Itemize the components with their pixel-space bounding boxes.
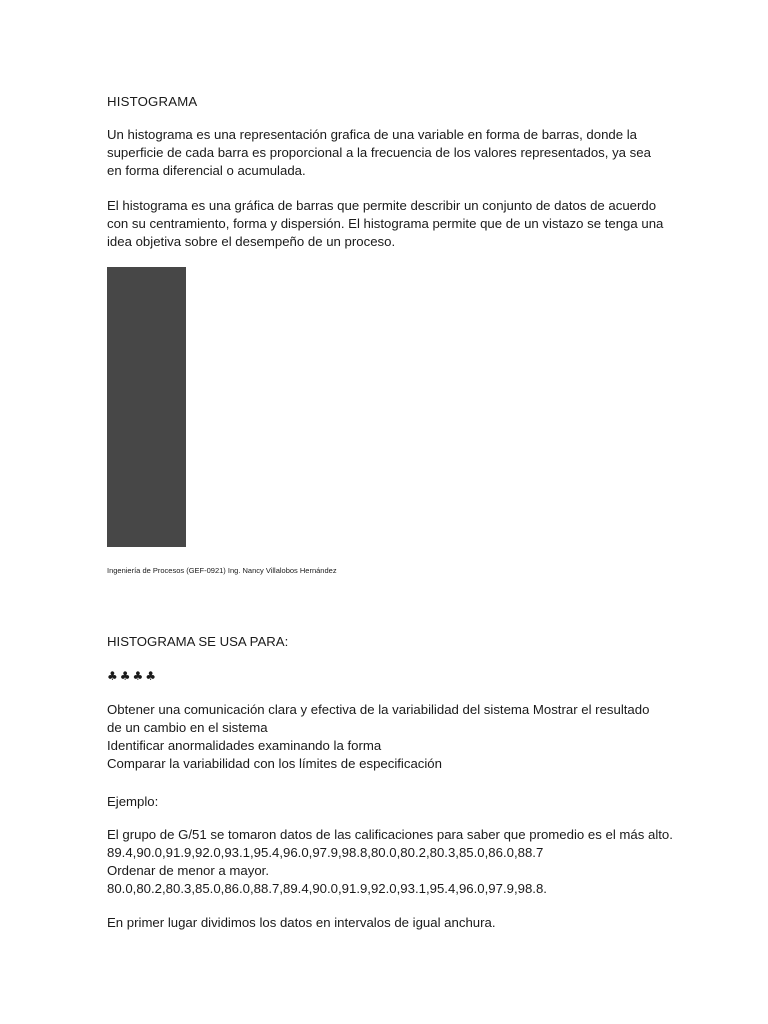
example-content [107,826,673,898]
example-line: Ordenar de menor a mayor. [107,863,269,878]
histogram-image-placeholder [107,267,186,547]
document-title: HISTOGRAMA [107,94,198,109]
example-label: Ejemplo: [107,794,159,809]
uses-item: Identificar anormalidades examinando la forma [107,738,382,753]
example-line: El grupo de G/51 se tomaron datos de las calificaciones para saber que promedio es el más alto. [107,827,673,842]
image-caption: Ingeniería de Procesos (GEF-0921) Ing. Nancy Villalobos Hernández [107,566,337,575]
uses-heading: HISTOGRAMA SE USA PARA: [107,634,289,649]
definition-paragraph: Un histograma es una representación grafica de una variable en forma de barras, donde la superficie de cada barra es proporcional a la frecuencia de los valores representados, ya sea en forma diferencial o acumulada. [107,127,651,178]
uses-item: Comparar la variabilidad con los límites de especificación [107,756,442,771]
example-data-sorted: 80.0,80.2,80.3,85.0,86.0,88.7,89.4,90.0,91.9,92.0,93.1,95.4,96.0,97.9,98.8. [107,881,547,896]
club-bullets-icon: ♣♣♣♣ [107,669,159,683]
description-paragraph: El histograma es una gráfica de barras que permite describir un conjunto de datos de acuerdo con su centramiento, forma y dispersión. El histograma permite que de un vistazo se tenga una idea objetiva sobre el desempeño de un proceso. [107,198,664,249]
example-data-raw: 89.4,90.0,91.9,92.0,93.1,95.4,96.0,97.9,98.8,80.0,80.2,80.3,85.0,86.0,88.7 [107,845,544,860]
uses-list [107,701,667,773]
uses-item: Obtener una comunicación clara y efectiva de la variabilidad del sistema Mostrar el resultado de un cambio en el sistema [107,702,650,735]
final-paragraph: En primer lugar dividimos los datos en intervalos de igual anchura. [107,915,496,930]
